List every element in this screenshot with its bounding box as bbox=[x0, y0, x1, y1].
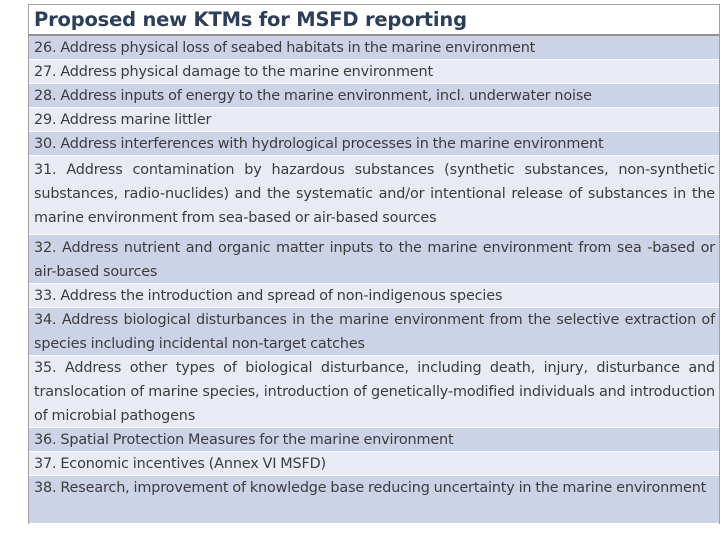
ktm-item-30: 30. Address interferences with hydrological processes in the marine environment bbox=[29, 132, 719, 156]
title-row bbox=[29, 4, 719, 36]
ktm-item-32: 32. Address nutrient and organic matter inputs to the marine environment from sea -based or air-based sources bbox=[29, 235, 719, 284]
ktm-item-37: 37. Economic incentives (Annex VI MSFD) bbox=[29, 452, 719, 476]
ktm-item-38: 38. Research, improvement of knowledge base reducing uncertainty in the marine environment bbox=[29, 476, 719, 524]
slide-title: Proposed new KTMs for MSFD reporting bbox=[34, 8, 467, 31]
ktm-item-35: 35. Address other types of biological disturbance, including death, injury, disturbance and translocation of marine species, introduction of genetically-modified individuals and introduction of microbial pathogens bbox=[29, 356, 719, 428]
ktm-table bbox=[28, 4, 720, 524]
ktm-item-36: 36. Spatial Protection Measures for the marine environment bbox=[29, 428, 719, 452]
ktm-item-28: 28. Address inputs of energy to the marine environment, incl. underwater noise bbox=[29, 84, 719, 108]
ktm-item-34: 34. Address biological disturbances in the marine environment from the selective extraction of species including incidental non-target catches bbox=[29, 308, 719, 356]
ktm-item-33: 33. Address the introduction and spread of non-indigenous species bbox=[29, 284, 719, 308]
ktm-item-26: 26. Address physical loss of seabed habitats in the marine environment bbox=[29, 36, 719, 60]
ktm-item-29: 29. Address marine littler bbox=[29, 108, 719, 132]
ktm-item-31: 31. Address contamination by hazardous substances (synthetic substances, non-synthetic substances, radio-nuclides) and the systematic and/or intentional release of substances in the marine environment from sea-based or air-based sources bbox=[29, 156, 719, 235]
ktm-item-27: 27. Address physical damage to the marine environment bbox=[29, 60, 719, 84]
